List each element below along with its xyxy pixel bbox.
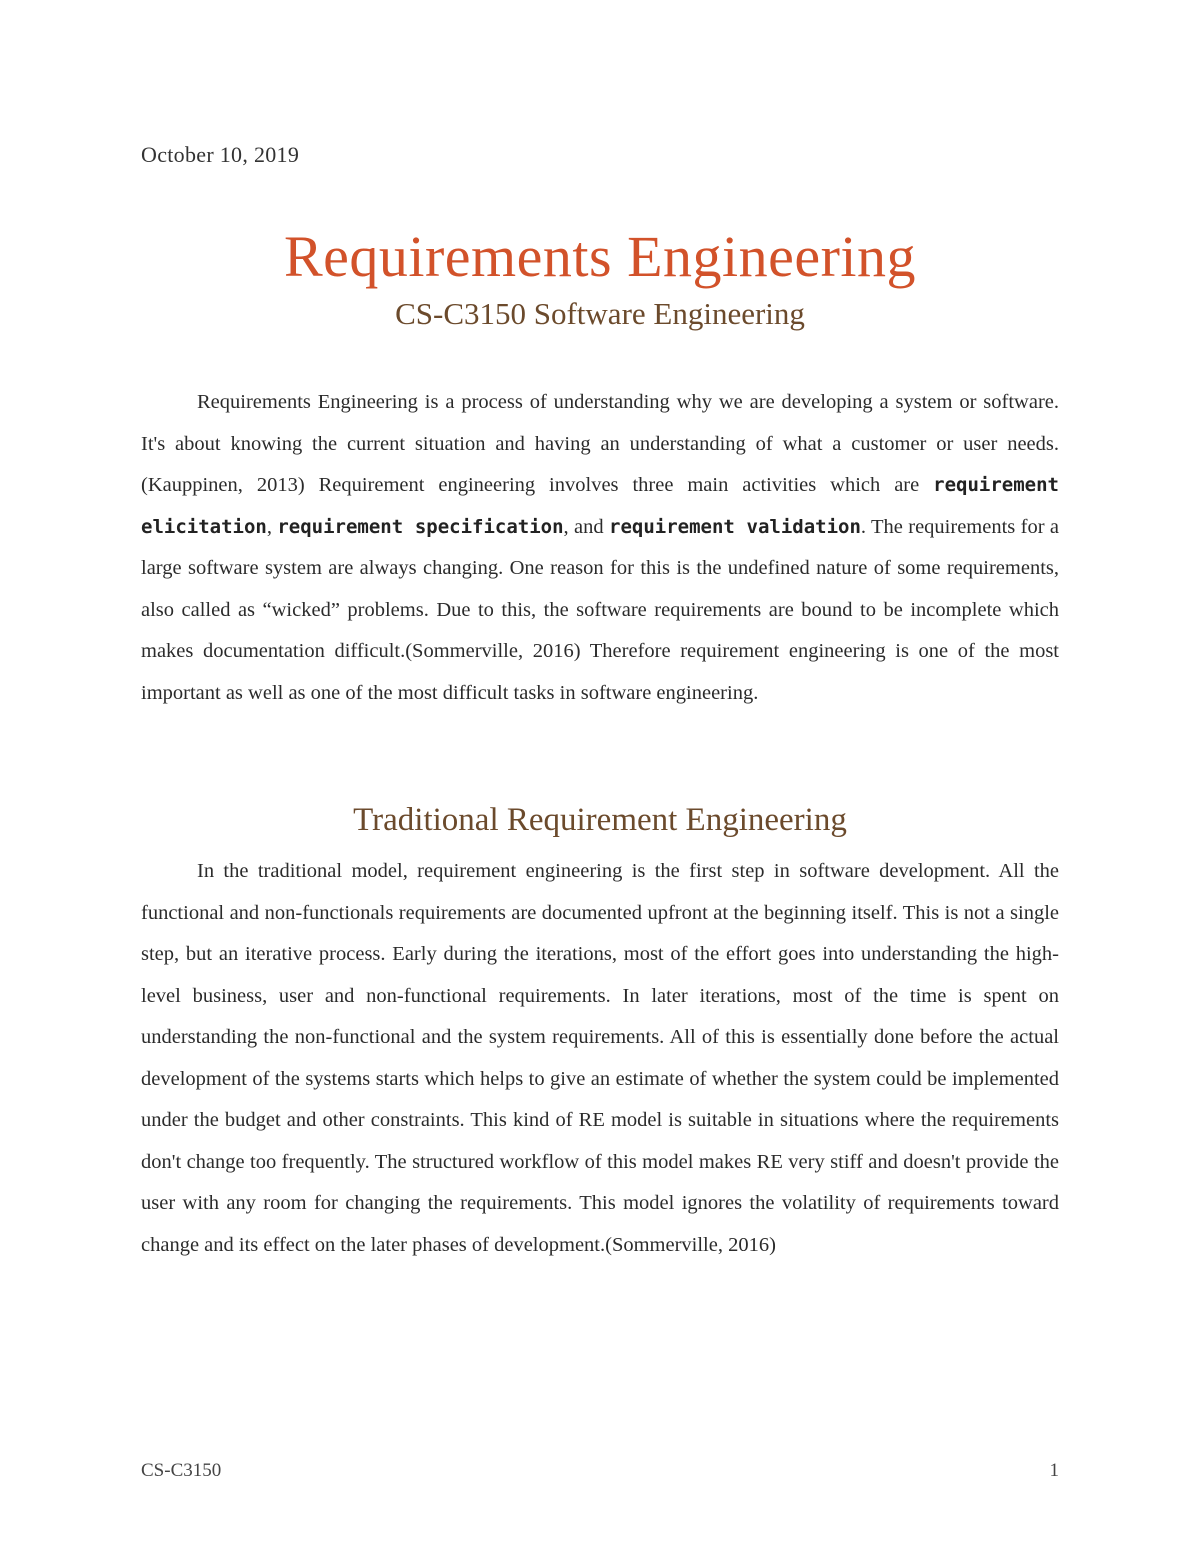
section-paragraph: In the traditional model, requirement engineering is the first step in software development. All the functional and non-functionals requirements are documented upfront at the beginning itself. This is not a single step, but an iterative process. Early during the iterations, most of the effort goes into understanding the high-level business, user and non-functional requirements. In later iterations, most of the time is spent on understanding the non-functional and the system requirements. All of this is essentially done before the actual development of the systems starts which helps to give an estimate of whether the system could be implemented under the budget and other constraints. This kind of RE model is suitable in situations where the requirements don't change too frequently. The structured workflow of this model makes RE very stiff and doesn't provide the user with any room for changing the requirements. This model ignores the volatility of requirements toward change and its effect on the later phases of development.(Sommerville, 2016)	[141, 860, 1059, 1256]
term-validation: requirement validation	[609, 515, 861, 538]
intro-text-part1: Requirements Engineering is a process of understanding why we are developing a system or software. It's about knowing the current situation and having an understanding of what a customer or user needs.(Kauppinen, 2013) Requirement engineering involves three main activities which are	[141, 391, 1059, 496]
footer-page-number: 1	[1049, 1460, 1059, 1481]
intro-separator-2: , and	[563, 515, 609, 538]
intro-text-part2: . The requirements for a large software system are always changing. One reason for this is the undefined nature of some requirements, also called as “wicked” problems. Due to this, the software requirements are bound to be incomplete which makes documentation difficult.(Sommerville, 2016) Therefore requirement engineering is one of the most important as well as one of the most difficult tasks in software engineering.	[141, 515, 1059, 704]
footer-course-code: CS-C3150	[141, 1460, 222, 1481]
intro-paragraph	[141, 382, 1059, 714]
term-elicitation: requirement elicitation	[141, 474, 1059, 538]
document-subtitle: CS-C3150 Software Engineering	[395, 296, 805, 331]
document-title: Requirements Engineering	[283, 224, 917, 289]
intro-separator-1: ,	[266, 515, 278, 538]
document-date: October 10, 2019	[141, 142, 300, 167]
section-heading: Traditional Requirement Engineering	[353, 802, 847, 838]
term-specification: requirement specification	[277, 515, 564, 538]
